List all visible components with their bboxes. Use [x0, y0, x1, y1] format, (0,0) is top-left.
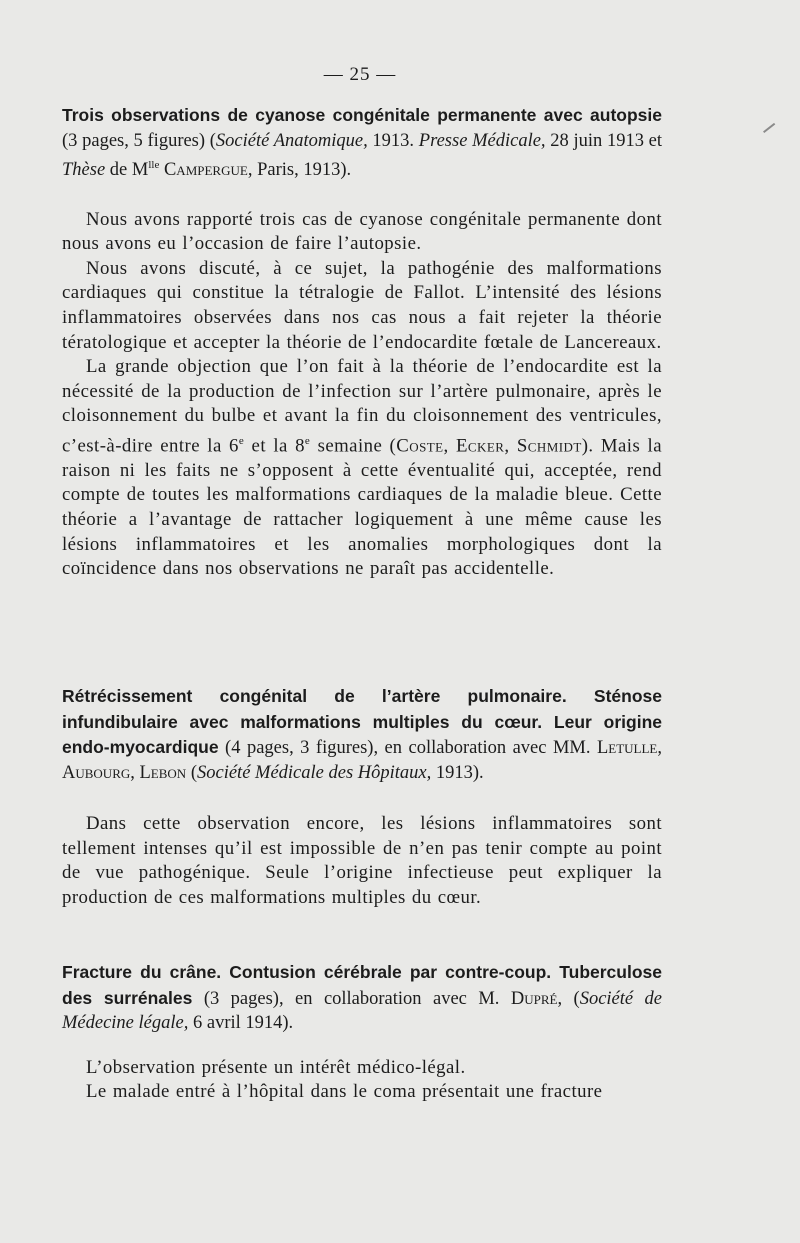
paragraph: Nous avons rapporté trois cas de cyanose congénitale permanente dont nous avons eu l’occasion de faire l’autopsie.	[62, 208, 662, 255]
paragraph: La grande objection que l’on fait à la théorie de l’endocardite est la nécessité de la production de l’infection sur l’artère pulmonaire, après le cloisonnement du bulbe et avant la fin du cloisonnement des ventricules, c’est-à-dire entre la 6e et la 8e semaine (Coste, Ecker, Schmidt). Mais la raison ni les faits ne s’opposent à cette éventualité qui, acceptée, rend compte de toutes les malformations cardiaques de la maladie bleue. Cette théorie a l’avantage de rattacher logiquement à une même cause les lésions inflammatoires et les anomalies morphologiques dont la coïncidence dans nos observations ne paraît pas accidentelle.	[62, 356, 662, 580]
section-heading: Rétrécissement congénital de l’artère pulmonaire. Sténose infundibulaire avec malformations multiples du cœur. Leur origine endo-myocardique (4 pages, 3 figures), en collaboration avec MM. Letulle, Aubourg, Lebon (Société Médicale des Hôpitaux, 1913).	[62, 686, 662, 783]
section-retrecissement	[62, 684, 662, 910]
paragraph: Le malade entré à l’hôpital dans le coma présentait une fracture	[86, 1081, 603, 1103]
paragraph: Nous avons discuté, à ce sujet, la pathogénie des malformations cardiaques qui constitue la tétralogie de Fallot. L’intensité des lésions inflammatoires observées dans nos cas nous a fait rejeter la théorie tératologique et accepter la théorie de l’endocardite fœtale de Lancereaux.	[62, 257, 662, 353]
section-cyanose	[62, 103, 662, 582]
section-fracture	[62, 960, 662, 1105]
paragraph: L’observation présente un intérêt médico-légal.	[86, 1056, 466, 1078]
section-heading: Fracture du crâne. Contusion cérébrale par contre-coup. Tuberculose des surrénales (3 pages), en collaboration avec M. Dupré, (Société de Médecine légale, 6 avril 1914).	[62, 962, 663, 1033]
section-heading: Trois observations de cyanose congénitale permanente avec autopsie (3 pages, 5 figures) (Société Anatomique, 1913. Presse Médicale, 28 juin 1913 et Thèse de $M^{lle}$ Campergue, Paris, 1913).	[62, 105, 663, 181]
page-number: — 25 —	[323, 64, 397, 85]
margin-pencil-mark	[763, 123, 775, 133]
paragraph: Dans cette observation encore, les lésions inflammatoires sont tellement intenses qu’il est impossible de n’en pas tenir compte au point de vue pathogénique. Seule l’origine infectieuse peut expliquer la production de ces malformations multiples du cœur.	[62, 813, 662, 908]
